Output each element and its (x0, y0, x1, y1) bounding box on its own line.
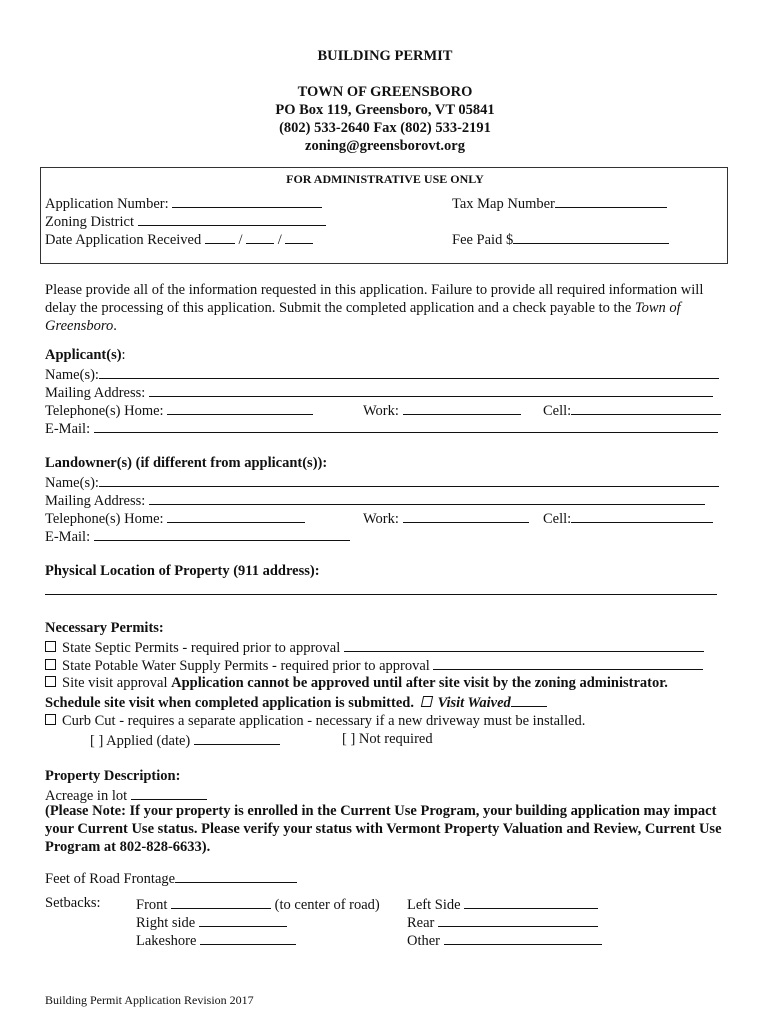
setback-left-field[interactable] (464, 894, 598, 909)
applicant-mailing-field[interactable] (149, 382, 713, 397)
fee-paid-label: Fee Paid $ (452, 232, 514, 248)
landowner-names-row (45, 472, 719, 492)
applicant-heading-colon: : (121, 347, 126, 363)
town-phone: (802) 533-2640 Fax (802) 533-2191 (279, 120, 491, 136)
setback-front-row (136, 894, 380, 914)
fee-paid-row (452, 229, 669, 249)
page-title: BUILDING PERMIT (317, 48, 453, 64)
applicant-telephone-row (45, 400, 313, 420)
application-number-label: Application Number: (45, 196, 169, 212)
setback-right-label: Right side (136, 915, 196, 931)
landowner-cell-label: Cell: (543, 511, 572, 527)
applicant-heading: Applicant(s) (45, 347, 122, 363)
setback-lakeshore-row (136, 930, 296, 950)
water-permit-label: State Potable Water Supply Permits - required prior to approval (62, 658, 430, 674)
setback-front-field[interactable] (171, 894, 271, 909)
date-received-month-field[interactable] (205, 229, 235, 244)
applicant-work-label: Work: (363, 403, 399, 419)
town-email: zoning@greensborovt.org (305, 138, 465, 154)
zoning-district-label: Zoning District (45, 214, 135, 230)
curb-not-required[interactable]: [ ] Not required (342, 731, 433, 747)
water-permit-row (45, 655, 703, 675)
applicant-cell-field[interactable] (571, 400, 721, 415)
schedule-text: Schedule site visit when completed application is submitted. (45, 695, 414, 711)
septic-permit-row (45, 637, 704, 657)
applicant-mailing-label: Mailing Address: (45, 385, 146, 401)
septic-permit-checkbox[interactable] (45, 641, 56, 652)
curb-cut-checkbox[interactable] (45, 714, 56, 725)
date-received-day-field[interactable] (246, 229, 274, 244)
water-permit-checkbox[interactable] (45, 659, 56, 670)
applicant-cell-label: Cell: (543, 403, 572, 419)
date-received-label: Date Application Received (45, 232, 202, 248)
water-permit-field[interactable] (433, 655, 703, 670)
applicant-email-field[interactable] (94, 418, 718, 433)
intro-period: . (113, 318, 117, 334)
septic-permit-field[interactable] (344, 637, 704, 652)
applicant-work-phone-field[interactable] (403, 400, 521, 415)
schedule-row (45, 692, 547, 712)
applicant-telephone-label: Telephone(s) Home: (45, 403, 164, 419)
landowner-work-phone-field[interactable] (403, 508, 529, 523)
setback-other-field[interactable] (444, 930, 602, 945)
landowner-names-label: Name(s): (45, 475, 99, 491)
setback-front-label: Front (136, 897, 168, 913)
setback-left-row (407, 894, 598, 914)
landowner-email-row (45, 526, 350, 546)
landowner-mailing-field[interactable] (149, 490, 705, 505)
date-received-row (45, 229, 313, 249)
fee-paid-field[interactable] (513, 229, 669, 244)
admin-title: FOR ADMINISTRATIVE USE ONLY (286, 172, 484, 186)
acreage-field[interactable] (131, 785, 207, 800)
landowner-cell-row (543, 508, 713, 528)
applicant-email-label: E-Mail: (45, 421, 91, 437)
acreage-label: Acreage in lot (45, 788, 128, 804)
frontage-row (45, 868, 297, 888)
setback-lakeshore-label: Lakeshore (136, 933, 197, 949)
location-heading: Physical Location of Property (911 address): (45, 563, 320, 579)
setback-right-row (136, 912, 287, 932)
landowner-email-label: E-Mail: (45, 529, 91, 545)
setback-right-field[interactable] (199, 912, 287, 927)
applicant-mailing-row (45, 382, 713, 402)
applicant-names-label: Name(s): (45, 367, 99, 383)
curb-applied-label[interactable]: [ ] Applied (date) (90, 733, 191, 749)
site-visit-row (45, 674, 668, 692)
setbacks-label: Setbacks: (45, 895, 101, 911)
visit-waived-label: Visit Waived (437, 695, 511, 711)
landowner-mailing-row (45, 490, 705, 510)
application-number-row (45, 193, 322, 213)
date-slash: / (238, 232, 243, 248)
setback-left-label: Left Side (407, 897, 461, 913)
site-visit-checkbox[interactable] (45, 676, 56, 687)
applicant-work-row (363, 400, 521, 420)
curb-applied-date-field[interactable] (194, 730, 280, 745)
property-heading: Property Description: (45, 768, 181, 784)
town-name: TOWN OF GREENSBORO (297, 84, 473, 100)
setback-other-label: Other (407, 933, 441, 949)
tax-map-row (452, 193, 667, 213)
visit-waived-field[interactable] (511, 692, 547, 707)
applicant-cell-row (543, 400, 721, 420)
applicant-names-field[interactable] (99, 364, 719, 379)
curb-applied-row (90, 730, 280, 750)
date-slash: / (277, 232, 282, 248)
tax-map-label: Tax Map Number (452, 196, 555, 212)
setback-other-row (407, 930, 602, 950)
tax-map-field[interactable] (555, 193, 667, 208)
applicant-names-row (45, 364, 719, 384)
setback-center-note: (to center of road) (274, 897, 380, 913)
landowner-work-row (363, 508, 529, 528)
intro-town: Town of Greensboro (45, 300, 681, 334)
frontage-field[interactable] (175, 868, 297, 883)
applicant-heading-row (45, 346, 126, 364)
applicant-home-phone-field[interactable] (167, 400, 313, 415)
frontage-label: Feet of Road Frontage (45, 871, 176, 887)
town-address: PO Box 119, Greensboro, VT 05841 (275, 102, 495, 118)
site-visit-warning: Application cannot be approved until after site visit by the zoning administrator. (171, 675, 668, 691)
setback-rear-field[interactable] (438, 912, 598, 927)
intro-text: Please provide all of the information requested in this application. Failure to provide all required information will delay the processing of this application. Submit the completed application and a check payable to the (45, 282, 704, 316)
setback-rear-label: Rear (407, 915, 435, 931)
zoning-district-field[interactable] (138, 211, 326, 226)
location-row (45, 580, 717, 600)
landowner-telephone-label: Telephone(s) Home: (45, 511, 164, 527)
landowner-telephone-row (45, 508, 305, 528)
landowner-work-label: Work: (363, 511, 399, 527)
site-visit-label: Site visit approval (62, 675, 168, 691)
landowner-cell-field[interactable] (571, 508, 713, 523)
applicant-email-row (45, 418, 718, 438)
setback-rear-row (407, 912, 598, 932)
location-field[interactable] (45, 580, 717, 595)
date-received-year-field[interactable] (285, 229, 313, 244)
setback-lakeshore-field[interactable] (200, 930, 296, 945)
septic-permit-label: State Septic Permits - required prior to approval (62, 640, 341, 656)
landowner-email-field[interactable] (94, 526, 350, 541)
intro-paragraph (45, 281, 730, 335)
curb-cut-row (45, 712, 585, 730)
landowner-mailing-label: Mailing Address: (45, 493, 146, 509)
permits-heading: Necessary Permits: (45, 620, 164, 636)
zoning-district-row (45, 211, 326, 231)
landowner-heading: Landowner(s) (if different from applicant(s)): (45, 455, 328, 471)
footer-text: Building Permit Application Revision 2017 (45, 993, 254, 1007)
application-number-field[interactable] (172, 193, 322, 208)
curb-cut-label: Curb Cut - requires a separate application - necessary if a new driveway must be installed. (62, 713, 586, 729)
landowner-names-field[interactable] (99, 472, 719, 487)
landowner-home-phone-field[interactable] (167, 508, 305, 523)
visit-waived-checkbox[interactable] (420, 696, 432, 707)
current-use-note: (Please Note: If your property is enrolled in the Current Use Program, your building application may impact your Current Use status. Please verify your status with Vermont Property Valuation and Review, Current Use Program at 802-828-6633). (45, 803, 722, 855)
